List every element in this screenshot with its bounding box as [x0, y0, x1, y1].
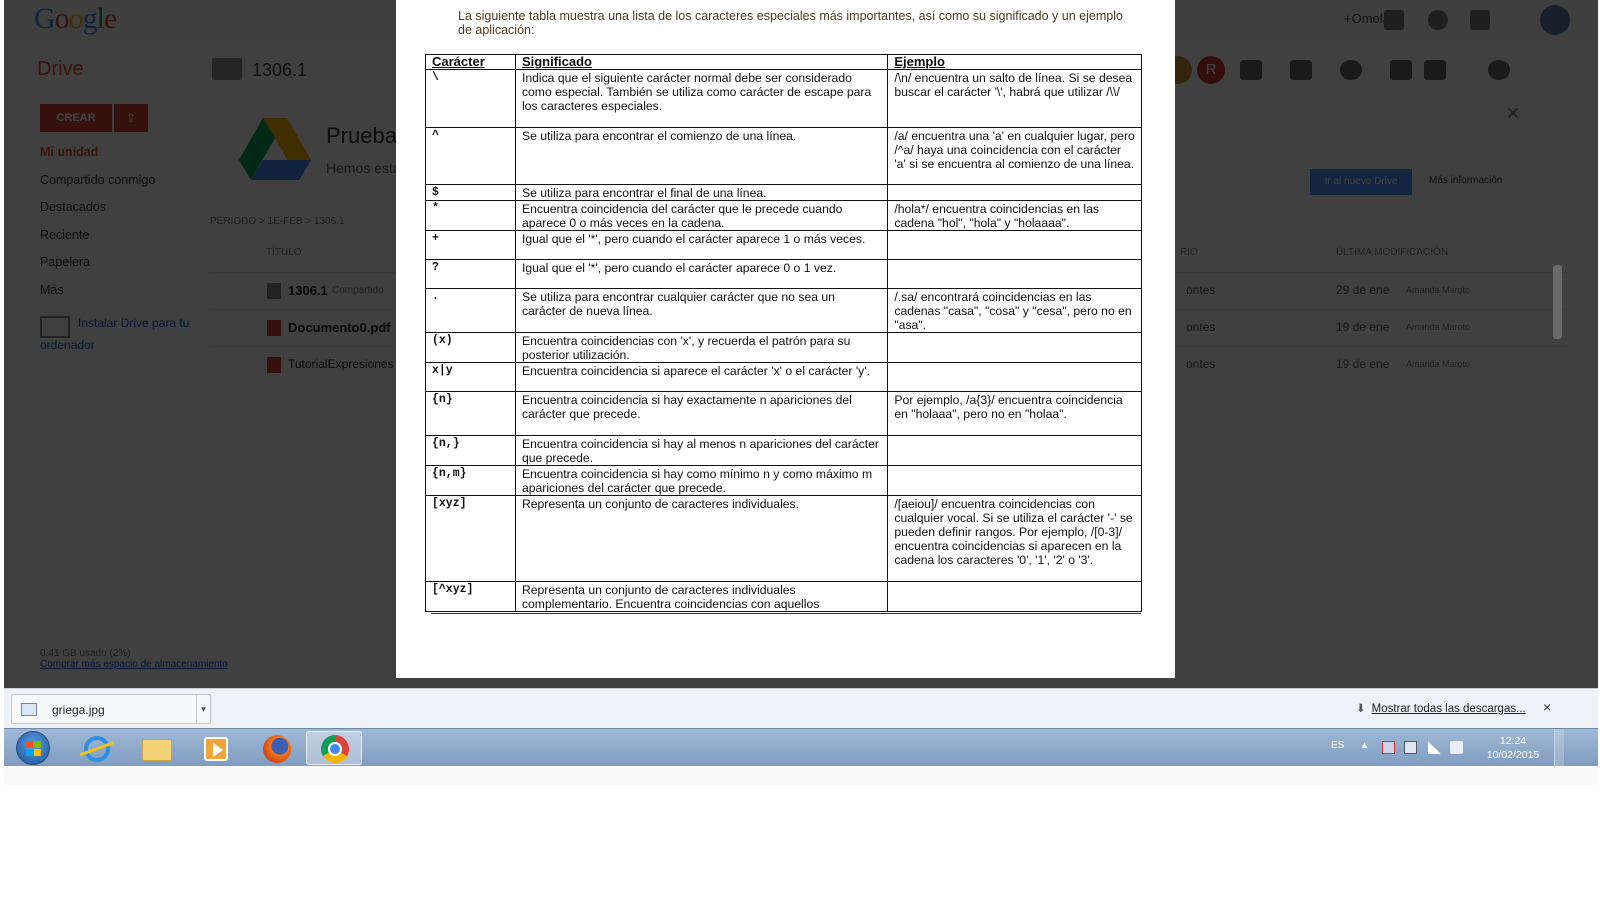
cell-character: {n,} [426, 436, 516, 466]
cell-character: + [426, 231, 516, 260]
windows-logo-icon [26, 741, 42, 757]
cell-character: {n} [426, 392, 516, 436]
table-row [426, 363, 1142, 392]
table-row [426, 466, 1142, 496]
cell-meaning: Encuentra coincidencia si hay al menos n apariciones del carácter que precede. [515, 436, 887, 466]
page-scrollbar[interactable] [1553, 265, 1562, 339]
table-row [426, 436, 1142, 466]
volume-icon[interactable] [1450, 741, 1463, 754]
cell-character: {n,m} [426, 466, 516, 496]
cell-character: [^xyz] [426, 582, 516, 612]
header-example: Ejemplo [888, 55, 1142, 70]
cell-character: (x) [426, 333, 516, 363]
table-row [426, 260, 1142, 289]
cell-example [888, 231, 1142, 260]
show-all-downloads-link[interactable] [1356, 701, 1526, 715]
cell-character: ? [426, 260, 516, 289]
cell-example: /a/ encuentra una 'a' en cualquier lugar, pero /^a/ haya una coincidencia con el carácter 'a' si se encuentra al comienzo de una línea. [888, 128, 1142, 185]
page-footer-rule [431, 613, 1141, 614]
cell-meaning: Igual que el '*', pero cuando el carácter aparece 1 o más veces. [515, 231, 887, 260]
table-row [426, 582, 1142, 612]
document-page [396, 0, 1175, 678]
taskbar-internet-explorer[interactable] [68, 731, 124, 765]
table-row [426, 496, 1142, 582]
show-desktop-button[interactable] [1554, 729, 1564, 767]
table-row [426, 333, 1142, 363]
cell-meaning: Representa un conjunto de caracteres individuales. [515, 496, 887, 582]
table-row [426, 128, 1142, 185]
cell-meaning: Se utiliza para encontrar el final de una línea. [515, 185, 887, 201]
special-characters-table [425, 54, 1142, 612]
cell-meaning: Encuentra coincidencia del carácter que le precede cuando aparece 0 o más veces en la cadena. [515, 201, 887, 231]
cell-example: /\n/ encuentra un salto de línea. Si se desea buscar el carácter '\', habrá que utilizar /\\/ [888, 70, 1142, 128]
taskbar-chrome[interactable] [306, 731, 362, 765]
table-row [426, 289, 1142, 333]
image-file-icon [21, 703, 37, 716]
cell-example [888, 582, 1142, 612]
taskbar-media-player[interactable] [188, 731, 244, 765]
cell-meaning: Encuentra coincidencias con 'x', y recuerda el patrón para su posterior utilización. [515, 333, 887, 363]
cell-meaning: Se utiliza para encontrar cualquier carácter que no sea un carácter de nueva línea. [515, 289, 887, 333]
clock-date: 10/02/2015 [1486, 749, 1540, 761]
downloads-shelf [4, 688, 1598, 728]
cell-example [888, 185, 1142, 201]
document-intro: La siguiente tabla muestra una lista de los caracteres especiales más importantes, así como su significado y un ejemplo de aplicación: [458, 9, 1123, 37]
table-row [426, 70, 1142, 128]
cell-meaning: Se utiliza para encontrar el comienzo de una línea. [515, 128, 887, 185]
cell-example: /.sa/ encontrará coincidencias en las cadenas "casa", "cosa" y "cesa", pero no en "asa". [888, 289, 1142, 333]
start-button[interactable] [16, 731, 50, 765]
cell-example [888, 466, 1142, 496]
table-row [426, 231, 1142, 260]
cell-character: [xyz] [426, 496, 516, 582]
network-signal-icon[interactable] [1428, 741, 1441, 754]
table-row [426, 185, 1142, 201]
cell-meaning: Encuentra coincidencia si aparece el carácter 'x' o el carácter 'y'. [515, 363, 887, 392]
cell-example [888, 333, 1142, 363]
download-file-name: griega.jpg [52, 703, 105, 717]
cell-meaning: Encuentra coincidencia si hay como mínimo n y como máximo m apariciones del carácter que precede. [515, 466, 887, 496]
cell-meaning: Igual que el '*', pero cuando el carácter aparece 0 o 1 vez. [515, 260, 887, 289]
chrome-icon [321, 735, 349, 763]
removable-device-icon[interactable] [1404, 741, 1417, 754]
screen [4, 0, 1598, 785]
table-row [426, 201, 1142, 231]
cell-character: ^ [426, 128, 516, 185]
cell-character: \ [426, 70, 516, 128]
show-hidden-icons-icon[interactable]: ▲ [1360, 740, 1369, 750]
cell-example [888, 436, 1142, 466]
cell-meaning: Encuentra coincidencia si hay exactamente n apariciones del carácter que precede. [515, 392, 887, 436]
close-shelf-icon[interactable]: × [1543, 699, 1552, 715]
header-meaning: Significado [515, 55, 887, 70]
media-player-icon [204, 737, 228, 761]
windows-taskbar [4, 728, 1598, 766]
cell-character: . [426, 289, 516, 333]
action-center-icon[interactable] [1382, 741, 1395, 754]
folder-icon [142, 739, 172, 761]
cell-character: * [426, 201, 516, 231]
download-arrow-icon: ⬇ [1356, 703, 1366, 715]
cell-character: x|y [426, 363, 516, 392]
cell-meaning: Indica que el siguiente carácter normal debe ser considerado como especial. También se utiliza como carácter de escape para los caracteres especiales. [515, 70, 887, 128]
download-item[interactable] [11, 694, 211, 724]
taskbar-firefox[interactable] [248, 731, 304, 765]
taskbar-file-explorer[interactable] [128, 731, 184, 765]
clock-time: 12:24 [1499, 735, 1527, 747]
cell-example [888, 363, 1142, 392]
cell-meaning: Representa un conjunto de caracteres individuales complementario. Encuentra coincidencias con aquellos [515, 582, 887, 612]
cell-example [888, 260, 1142, 289]
table-row [426, 392, 1142, 436]
internet-explorer-icon [84, 736, 110, 762]
show-all-downloads-text: Mostrar todas las descargas... [1371, 703, 1526, 715]
table-header-row [426, 55, 1142, 70]
firefox-icon [263, 735, 291, 763]
system-clock[interactable] [1478, 734, 1548, 762]
cell-example: /[aeiou]/ encuentra coincidencias con cualquier vocal. Si se utiliza el carácter '-' se pueden definir rangos. Por ejemplo, /[0-3]/ encuentra coincidencias si aparecen en la cadena los caracteres '0', '1', '2' o '3'. [888, 496, 1142, 582]
language-indicator[interactable]: ES [1331, 740, 1345, 751]
cell-example: /hola*/ encuentra coincidencias en las cadena "hol", "hola" y "holaaaa". [888, 201, 1142, 231]
cell-example: Por ejemplo, /a{3}/ encuentra coincidencia en "holaaa", pero no en "holaa". [888, 392, 1142, 436]
header-character: Carácter [426, 55, 516, 70]
download-menu-chevron-icon[interactable]: ▾ [196, 695, 210, 723]
cell-character: $ [426, 185, 516, 201]
